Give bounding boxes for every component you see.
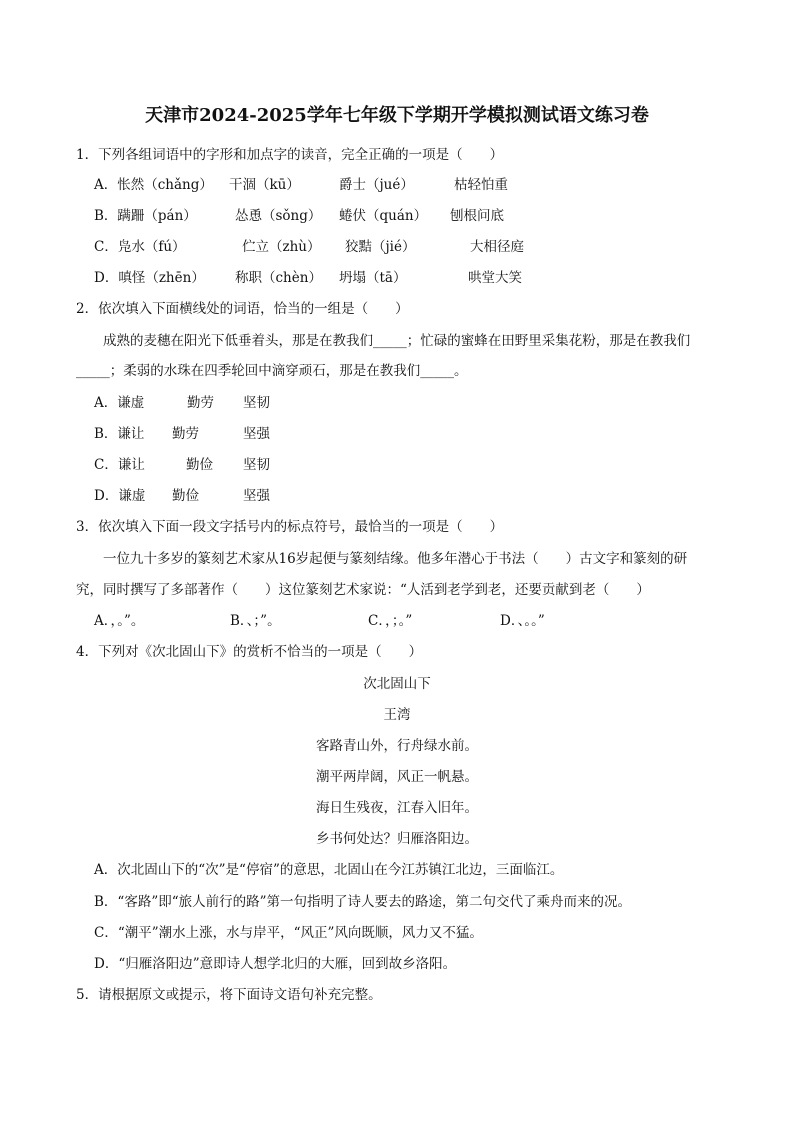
q1-option-b-word1: B．蹒跚（pán） [94, 208, 197, 224]
poem-title: 次北固山下 [363, 676, 431, 692]
q3-passage-line1: 一位九十多岁的篆刻艺术家从16岁起便与篆刻结缘。他多年潜心于书法（ ）古文字和篆刻的研 [103, 551, 688, 567]
q2-option-b-word1: B．谦让 [94, 426, 145, 442]
q5-stem: 5．请根据原文或提示，将下面诗文语句补充完整。 [76, 987, 382, 1003]
q1-option-d-word3: 坍塌（tā） [339, 270, 407, 286]
q4-option-b: B．“客路”即“旅人前行的路”第一句指明了诗人要去的路途，第二句交代了乘舟而来的况。 [94, 894, 632, 910]
q2-option-d-word1: D．谦虚 [94, 488, 146, 504]
q1-option-d-word2: 称职（chèn） [235, 270, 322, 286]
q2-option-b-word2: 勤劳 [172, 426, 199, 442]
q4-option-c: C．“潮平”潮水上涨，水与岸平，“风正”风向既顺，风力又不猛。 [94, 925, 483, 941]
q1-option-b-word2: 怂恿（sǒng） [235, 208, 322, 224]
q2-option-a-word3: 坚韧 [243, 395, 270, 411]
q2-option-d-word2: 勤俭 [172, 488, 199, 504]
q1-option-b-word3: 蜷伏（quán） [339, 208, 428, 224]
q1-option-c-word3: 狡黠（jié） [345, 239, 416, 255]
q1-option-a-word4: 枯轻怕重 [454, 177, 508, 193]
q1-option-d-word4: 哄堂大笑 [468, 270, 522, 286]
q1-option-c-word2: 伫立（zhù） [242, 239, 321, 255]
q1-option-d-word1: D．嗔怪（zhēn） [94, 270, 205, 286]
poem-line-2: 潮平两岸阔，风正一帆悬。 [316, 769, 478, 785]
poem-line-1: 客路青山外，行舟绿水前。 [316, 738, 478, 754]
q2-option-b-word3: 坚强 [243, 426, 270, 442]
q2-option-a-word1: A．谦虚 [94, 395, 145, 411]
q2-option-c-word2: 勤俭 [186, 457, 213, 473]
q2-option-a-word2: 勤劳 [187, 395, 214, 411]
q3-option-b: B．、；”。 [230, 613, 281, 629]
q3-option-d: D．、。。” [500, 613, 545, 629]
q1-option-c-word1: C．凫水（fú） [94, 239, 186, 255]
q4-option-a: A．次北固山下的“次”是“停宿”的意思，北固山在今江苏镇江北边，三面临江。 [94, 862, 564, 878]
q1-option-a-word1: A．怅然（chǎng） [94, 177, 213, 193]
q2-passage-line2: _____；柔弱的水珠在四季轮回中滴穿顽石，那是在教我们_____。 [76, 363, 468, 379]
q1-stem: 1．下列各组词语中的字形和加点字的读音，完全正确的一项是（ ） [76, 147, 504, 163]
q1-option-c-word4: 大相径庭 [470, 239, 524, 255]
poem-author: 王湾 [383, 707, 411, 723]
q1-option-a-word2: 干涸（kū） [229, 177, 300, 193]
page-title: 天津市2024-2025学年七年级下学期开学模拟测试语文练习卷 [145, 105, 649, 126]
q3-option-c: C．，；。” [368, 613, 413, 629]
q1-option-b-word4: 刨根问底 [450, 208, 504, 224]
q2-option-c-word1: C．谦让 [94, 457, 145, 473]
q4-option-d: D．“归雁洛阳边”意即诗人想学北归的大雁，回到故乡洛阳。 [94, 956, 457, 972]
q3-stem: 3．依次填入下面一段文字括号内的标点符号，最恰当的一项是（ ） [76, 519, 504, 535]
q2-option-c-word3: 坚韧 [243, 457, 270, 473]
q3-passage-line2: 究，同时撰写了多部著作（ ）这位篆刻艺术家说：“人活到老学到老，还要贡献到老（ ） [76, 582, 650, 598]
q2-passage-line1: 成熟的麦穗在阳光下低垂着头，那是在教我们_____；忙碌的蜜蜂在田野里采集花粉，那是在教我们 [103, 333, 691, 349]
q2-stem: 2．依次填入下面横线处的词语，恰当的一组是（ ） [76, 301, 409, 317]
q1-option-a-word3: 爵士（jué） [339, 177, 414, 193]
poem-line-4: 乡书何处达？归雁洛阳边。 [316, 831, 478, 847]
q4-stem: 4．下列对《次北固山下》的赏析不恰当的一项是（ ） [76, 644, 423, 660]
q2-option-d-word3: 坚强 [243, 488, 270, 504]
poem-line-3: 海日生残夜，江春入旧年。 [316, 800, 478, 816]
q3-option-a: A．，。”。 [94, 613, 145, 629]
